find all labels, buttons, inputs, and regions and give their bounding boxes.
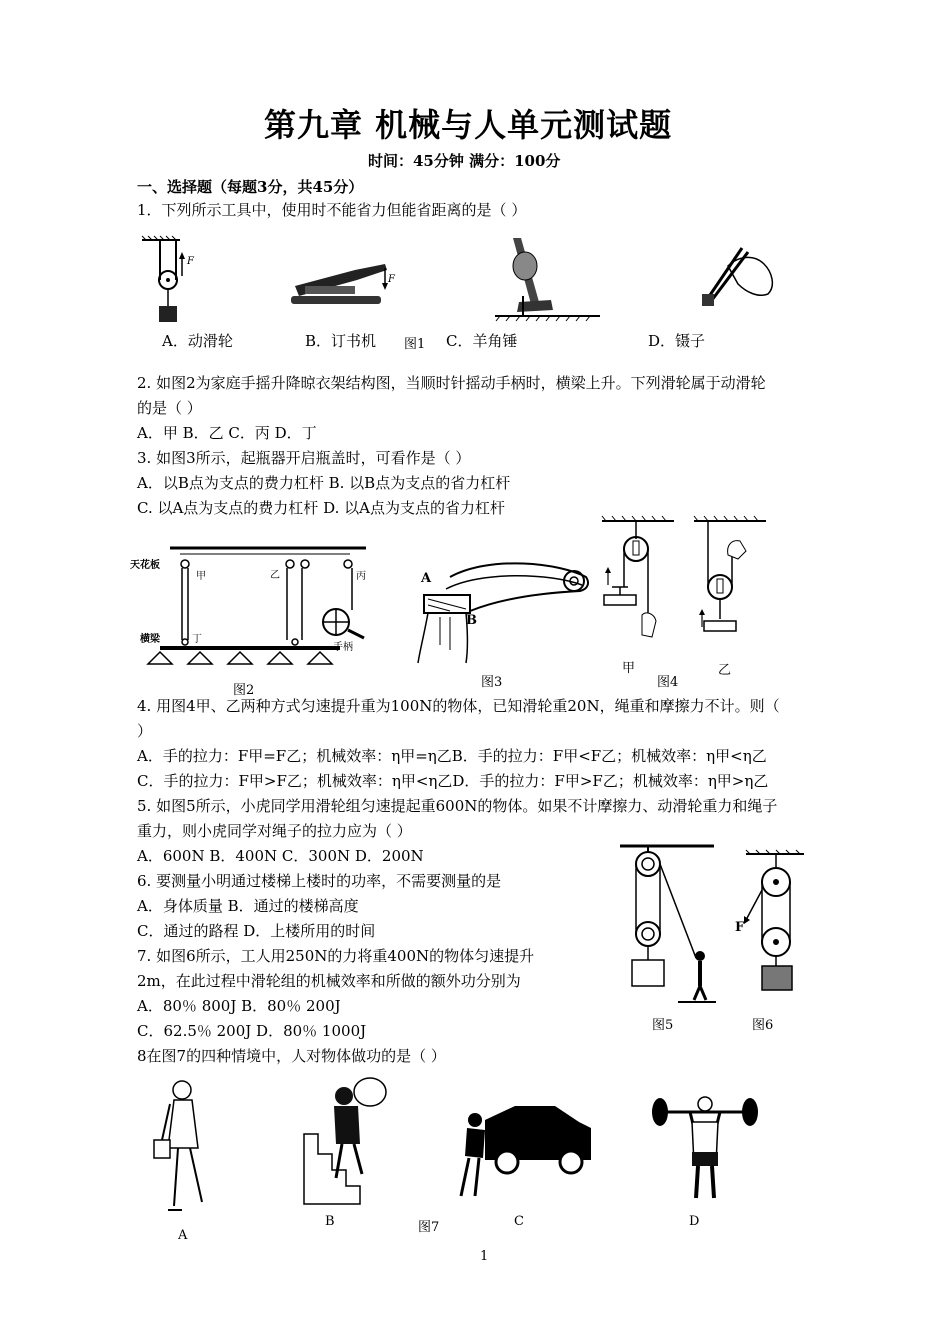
- fig4-yi-label: 乙: [718, 663, 732, 678]
- question-7-options-line2: C．62.5％ 200J D．80％ 1000J: [137, 1022, 367, 1040]
- question-5-options: A．600N B．400N C．300N D．200N: [137, 847, 424, 865]
- fig1-force-label-a: F: [187, 256, 194, 267]
- fig6-pulley-block: [740, 850, 810, 1000]
- question-7-stem-line1: 7. 如图6所示，工人用250N的力将重400N的物体匀速提升: [137, 947, 535, 965]
- question-7-stem-line2: 2m，在此过程中滑轮组的机械效率和所做的额外功分别为: [137, 972, 521, 990]
- question-5-stem-line1: 5. 如图5所示，小虎同学用滑轮组匀速提起重600N的物体。如果不计摩擦力、动滑轮重力和绳子: [137, 797, 778, 815]
- fig1-movable-pulley: [140, 236, 190, 326]
- fig2-caption: 图2: [233, 683, 255, 698]
- fig7-scene-d: [650, 1090, 760, 1205]
- fig2-beam-label: 横梁: [140, 634, 160, 645]
- fig7-scene-a: [148, 1078, 218, 1218]
- fig5-caption: 图5: [652, 1018, 674, 1033]
- fig7-label-a: A: [178, 1228, 188, 1243]
- fig2-ding-label: 丁: [192, 634, 202, 645]
- section-heading: 一、选择题（每题3分，共45分）: [137, 178, 364, 196]
- fig6-force-label: F: [735, 920, 745, 935]
- fig2-yi-label: 乙: [270, 570, 280, 581]
- exam-meta: 时间：45分钟 满分：100分: [368, 152, 561, 170]
- question-3-options-line2: C. 以A点为支点的费力杠杆 D. 以A点为支点的省力杠杆: [137, 499, 505, 517]
- page-number: 1: [480, 1249, 489, 1264]
- fig7-scene-b: [300, 1074, 390, 1209]
- fig3-label-a: A: [421, 571, 432, 586]
- fig1-tweezers: [698, 246, 778, 311]
- fig7-label-c: C: [514, 1214, 524, 1229]
- fig1-force-label-b: F: [388, 274, 395, 285]
- question-5-stem-line2: 重力，则小虎同学对绳子的拉力应为（ ）: [137, 822, 412, 840]
- fig5-pulley-block: [618, 840, 718, 1010]
- question-2-stem-line1: 2. 如图2为家庭手摇升降晾衣架结构图，当顺时针摇动手柄时，横梁上升。下列滑轮属于动滑轮: [137, 374, 766, 392]
- question-4-stem-line1: 4. 用图4甲、乙两种方式匀速提升重为100N的物体，已知滑轮重20N，绳重和摩擦力不计。则（: [137, 697, 780, 715]
- question-3-stem: 3. 如图3所示，起瓶器开启瓶盖时，可看作是（ ）: [137, 449, 471, 467]
- fig4-caption: 图4: [657, 675, 679, 690]
- fig2-clothes-rack: [130, 540, 375, 680]
- q1-option-d: D．镊子: [648, 332, 706, 350]
- fig2-ceiling-label: 天花板: [130, 560, 160, 571]
- fig7-label-d: D: [689, 1214, 700, 1229]
- fig2-handle-label: 手柄: [333, 642, 353, 653]
- fig4-jia-label: 甲: [622, 661, 636, 676]
- question-4-stem-line2: ）: [137, 722, 153, 740]
- fig1-caption: 图1: [404, 337, 426, 352]
- question-7-options-line1: A．80％ 800J B．80％ 200J: [137, 997, 341, 1015]
- fig3-caption: 图3: [481, 675, 503, 690]
- fig3-label-b: B: [466, 613, 477, 628]
- fig7-caption: 图7: [418, 1220, 440, 1235]
- fig4-pulleys: [598, 515, 773, 655]
- question-2-stem-line2: 的是（ ）: [137, 399, 202, 417]
- fig3-bottle-opener: [410, 555, 600, 665]
- fig2-jia-label: 甲: [196, 571, 206, 582]
- q1-option-c: C．羊角锤: [446, 332, 518, 350]
- fig1-stapler: [285, 256, 395, 311]
- fig7-label-b: B: [325, 1214, 335, 1229]
- fig7-scene-c: [455, 1100, 595, 1205]
- question-3-options-line1: A．以B点为支点的费力杠杆 B. 以B点为支点的省力杠杆: [137, 474, 511, 492]
- q1-option-b: B．订书机: [305, 332, 377, 350]
- question-6-options-line2: C．通过的路程 D．上楼所用的时间: [137, 922, 376, 940]
- question-2-options: A．甲 B．乙 C．丙 D．丁: [137, 424, 317, 442]
- q1-option-a: A．动滑轮: [162, 332, 233, 350]
- question-6-stem: 6. 要测量小明通过楼梯上楼时的功率，不需要测量的是: [137, 872, 502, 890]
- fig1-claw-hammer: [495, 236, 605, 321]
- question-4-options-line2: C．手的拉力：F甲>F乙；机械效率：η甲<η乙D．手的拉力：F甲>F乙；机械效率：η甲>η乙: [137, 772, 769, 790]
- fig2-bing-label: 丙: [356, 571, 366, 582]
- question-8-stem: 8在图7的四种情境中，人对物体做功的是（ ）: [137, 1047, 446, 1065]
- question-1-stem: 1．下列所示工具中，使用时不能省力但能省距离的是（ ）: [137, 201, 527, 219]
- question-6-options-line1: A．身体质量 B．通过的楼梯高度: [137, 897, 359, 915]
- fig6-caption: 图6: [752, 1018, 774, 1033]
- question-4-options-line1: A．手的拉力：F甲=F乙；机械效率：η甲=η乙B．手的拉力：F甲<F乙；机械效率：η甲<η乙: [137, 747, 767, 765]
- page-title: 第九章 机械与人单元测试题: [264, 106, 673, 144]
